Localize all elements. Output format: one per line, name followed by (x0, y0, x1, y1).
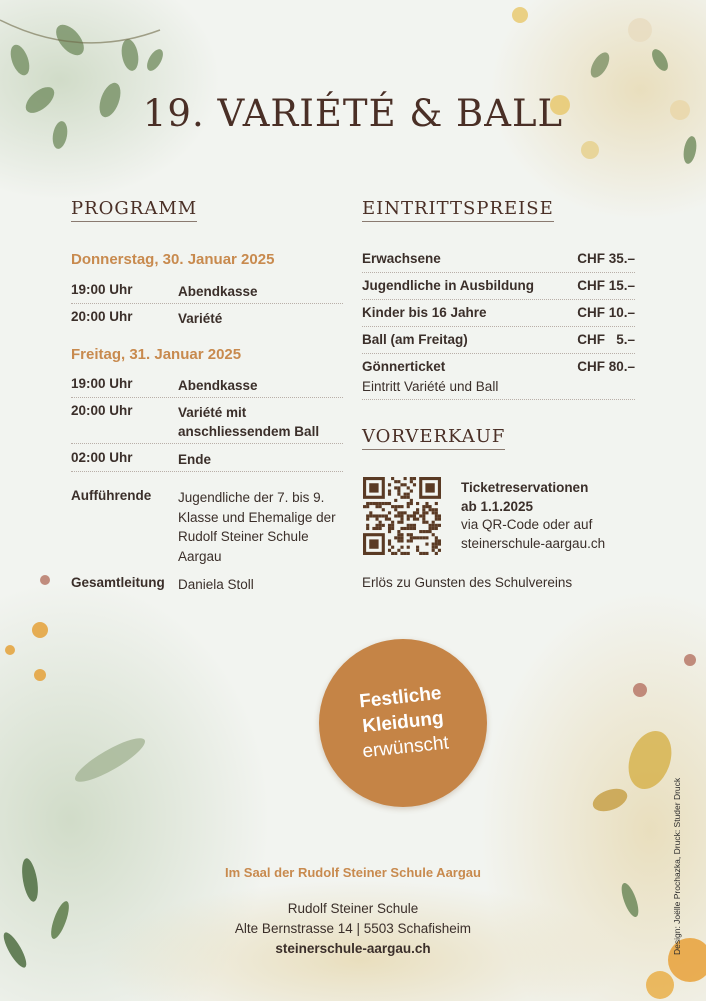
program-event: Ende (178, 452, 212, 467)
price-amount: CHF 35.– (577, 251, 635, 266)
program-event: Abendkasse (178, 378, 258, 393)
price-label: Kinder bis 16 Jahre (362, 305, 487, 320)
badge-line3: erwünscht (361, 732, 450, 763)
program-row (71, 309, 343, 331)
program-time: 19:00 Uhr (71, 376, 133, 391)
price-amount: CHF 80.– (577, 359, 635, 374)
venue-text: Im Saal der Rudolf Steiner Schule Aargau (225, 865, 481, 880)
price-label: Erwachsene (362, 251, 441, 266)
price-row (362, 278, 635, 300)
program-time: 20:00 Uhr (71, 309, 133, 324)
price-row (362, 359, 635, 400)
auffuehrende-label: Aufführende (71, 488, 152, 503)
vorverkauf-line2: ab 1.1.2025 (461, 498, 534, 514)
program-row (71, 282, 343, 304)
vorverkauf-heading: VORVERKAUF (362, 426, 505, 450)
school-name: Rudolf Steiner Schule (287, 901, 419, 916)
design-credit: Design: Joëlle Prochazka, Druck: Studer Druck (672, 777, 682, 955)
page-title: 19. VARIÉTÉ & BALL (142, 92, 564, 135)
vorverkauf-line1: Ticketreservationen (461, 480, 589, 495)
day-2-date: Freitag, 31. Januar 2025 (71, 346, 242, 363)
price-label: Gönnerticket (362, 359, 446, 374)
eintrittspreise-heading: EINTRITTSPREISE (362, 198, 554, 222)
auffuehrende-value: Jugendliche der 7. bis 9. Klasse und Ehemalige der Rudolf Steiner Schule Aargau (178, 490, 336, 564)
price-label: Jugendliche in Ausbildung (362, 278, 534, 293)
price-sublabel: Eintritt Variété und Ball (362, 379, 499, 394)
price-row (362, 251, 635, 273)
school-address: Alte Bernstrasse 14 | 5503 Schafisheim (234, 921, 472, 936)
footer-website-link[interactable]: steinerschule-aargau.ch (275, 941, 431, 956)
program-time: 19:00 Uhr (71, 282, 133, 297)
price-amount: CHF 10.– (577, 305, 635, 320)
day-1-date: Donnerstag, 30. Januar 2025 (71, 251, 275, 268)
erlos-note: Erlös zu Gunsten des Schulvereins (362, 575, 573, 590)
program-event: Variété mit anschliessendem Ball (178, 405, 320, 439)
program-row (71, 403, 343, 444)
vorverkauf-info (461, 479, 605, 553)
badge-line1: Festliche (358, 682, 443, 713)
program-row (71, 450, 343, 472)
program-event: Variété (178, 311, 223, 326)
vorverkauf-line3: via QR-Code oder auf (461, 517, 593, 532)
price-amount: CHF 5.– (577, 332, 635, 347)
program-time: 02:00 Uhr (71, 450, 133, 465)
price-amount: CHF 15.– (577, 278, 635, 293)
programm-heading: PROGRAMM (71, 198, 197, 222)
gesamtleitung-value: Daniela Stoll (178, 577, 254, 592)
price-row (362, 332, 635, 354)
program-row (71, 376, 343, 398)
badge-line2: Kleidung (361, 707, 445, 738)
address-block (0, 899, 706, 959)
gesamtleitung-label: Gesamtleitung (71, 575, 165, 590)
price-row (362, 305, 635, 327)
program-time: 20:00 Uhr (71, 403, 133, 418)
qr-code-icon[interactable] (363, 477, 441, 555)
program-event: Abendkasse (178, 284, 258, 299)
price-label: Ball (am Freitag) (362, 332, 468, 347)
dress-code-badge (319, 639, 487, 807)
vorverkauf-website-link[interactable]: steinerschule-aargau.ch (461, 535, 606, 551)
